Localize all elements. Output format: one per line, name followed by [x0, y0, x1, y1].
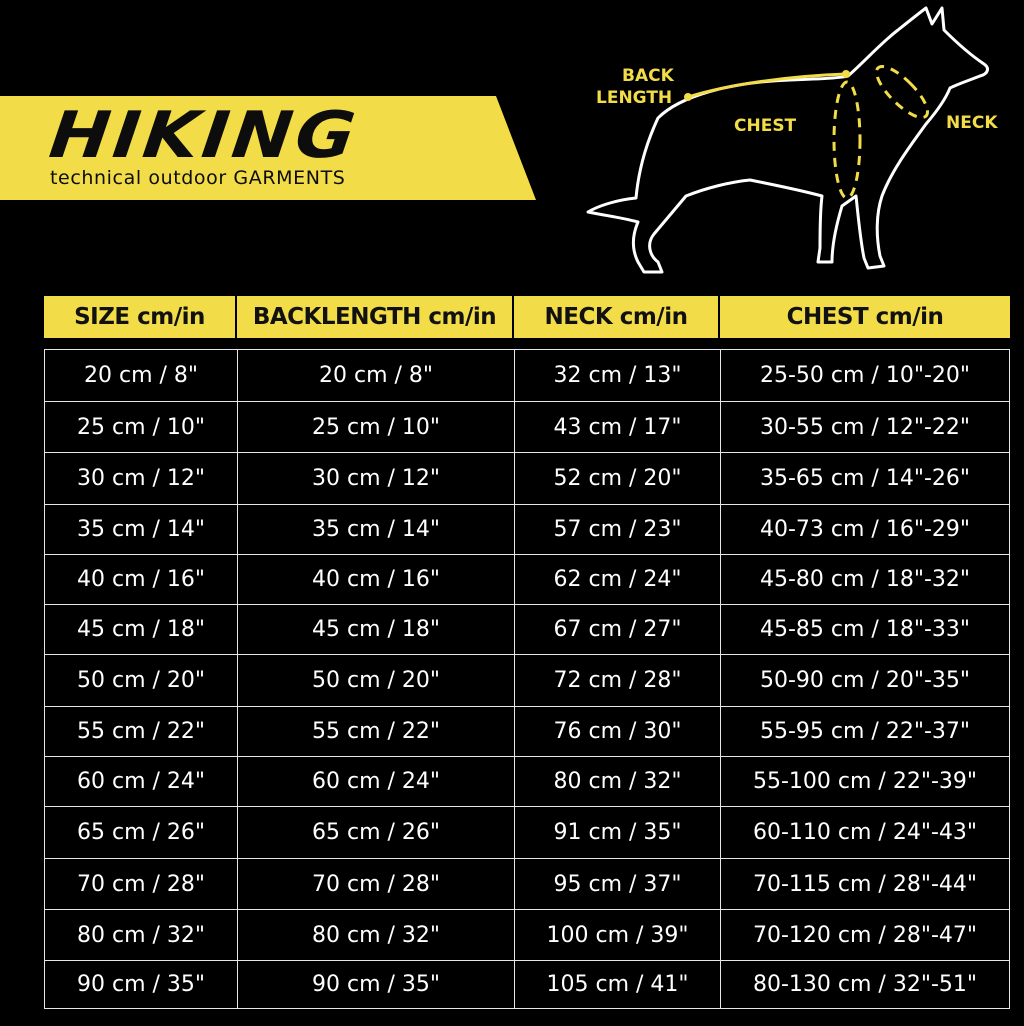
cell-backlength: 30 cm / 12": [237, 452, 514, 504]
cell-neck: 80 cm / 32": [514, 756, 720, 806]
cell-chest: 45-80 cm / 18"-32": [720, 554, 1010, 604]
cell-chest: 35-65 cm / 14"-26": [720, 452, 1010, 504]
cell-size: 80 cm / 32": [44, 909, 237, 960]
cell-backlength: 80 cm / 32": [237, 909, 514, 960]
cell-neck: 95 cm / 37": [514, 858, 720, 909]
cell-chest: 60-110 cm / 24"-43": [720, 806, 1010, 858]
cell-backlength: 60 cm / 24": [237, 756, 514, 806]
col-header-backlength: BACKLENGTH cm/in: [237, 296, 512, 338]
cell-chest: 55-95 cm / 22"-37": [720, 706, 1010, 756]
cell-backlength: 35 cm / 14": [237, 504, 514, 554]
cell-neck: 72 cm / 28": [514, 654, 720, 706]
back-length-start-dot: [684, 93, 692, 101]
col-header-chest: CHEST cm/in: [720, 296, 1010, 338]
chest-label: CHEST: [734, 116, 797, 136]
col-header-neck: NECK cm/in: [514, 296, 718, 338]
cell-size: 50 cm / 20": [44, 654, 237, 706]
cell-neck: 62 cm / 24": [514, 554, 720, 604]
cell-size: 20 cm / 8": [44, 349, 237, 401]
chest-measure-loop: [834, 82, 860, 198]
cell-neck: 52 cm / 20": [514, 452, 720, 504]
cell-chest: 45-85 cm / 18"-33": [720, 604, 1010, 654]
cell-chest: 30-55 cm / 12"-22": [720, 401, 1010, 452]
cell-size: 45 cm / 18": [44, 604, 237, 654]
cell-backlength: 70 cm / 28": [237, 858, 514, 909]
neck-measure-loop: [869, 59, 934, 124]
cell-chest: 25-50 cm / 10"-20": [720, 349, 1010, 401]
cell-chest: 55-100 cm / 22"-39": [720, 756, 1010, 806]
cell-size: 35 cm / 14": [44, 504, 237, 554]
cell-size: 25 cm / 10": [44, 401, 237, 452]
size-table: [44, 349, 1010, 1009]
cell-chest: 80-130 cm / 32"-51": [720, 960, 1010, 1009]
cell-backlength: 20 cm / 8": [237, 349, 514, 401]
cell-size: 40 cm / 16": [44, 554, 237, 604]
cell-neck: 32 cm / 13": [514, 349, 720, 401]
cell-chest: 50-90 cm / 20"-35": [720, 654, 1010, 706]
cell-backlength: 25 cm / 10": [237, 401, 514, 452]
cell-size: 55 cm / 22": [44, 706, 237, 756]
cell-size: 30 cm / 12": [44, 452, 237, 504]
cell-neck: 105 cm / 41": [514, 960, 720, 1009]
cell-neck: 57 cm / 23": [514, 504, 720, 554]
back-length-label-line-1: BACK: [622, 66, 674, 86]
cell-chest: 40-73 cm / 16"-29": [720, 504, 1010, 554]
dog-outline: [588, 8, 987, 272]
back-length-end-dot: [842, 70, 850, 78]
brand-title: HIKING: [45, 99, 363, 173]
cell-neck: 91 cm / 35": [514, 806, 720, 858]
cell-neck: 43 cm / 17": [514, 401, 720, 452]
cell-backlength: 40 cm / 16": [237, 554, 514, 604]
cell-size: 70 cm / 28": [44, 858, 237, 909]
cell-backlength: 90 cm / 35": [237, 960, 514, 1009]
brand-subtitle: technical outdoor GARMENTS: [50, 167, 346, 189]
cell-neck: 76 cm / 30": [514, 706, 720, 756]
cell-size: 65 cm / 26": [44, 806, 237, 858]
cell-chest: 70-115 cm / 28"-44": [720, 858, 1010, 909]
cell-chest: 70-120 cm / 28"-47": [720, 909, 1010, 960]
cell-neck: 100 cm / 39": [514, 909, 720, 960]
cell-size: 90 cm / 35": [44, 960, 237, 1009]
neck-label: NECK: [946, 113, 998, 133]
cell-neck: 67 cm / 27": [514, 604, 720, 654]
cell-backlength: 50 cm / 20": [237, 654, 514, 706]
cell-backlength: 55 cm / 22": [237, 706, 514, 756]
back-length-label-line-2: LENGTH: [596, 88, 673, 108]
dog-measurement-diagram: [580, 0, 1024, 282]
col-header-size: SIZE cm/in: [44, 296, 235, 338]
cell-size: 60 cm / 24": [44, 756, 237, 806]
cell-backlength: 65 cm / 26": [237, 806, 514, 858]
cell-backlength: 45 cm / 18": [237, 604, 514, 654]
